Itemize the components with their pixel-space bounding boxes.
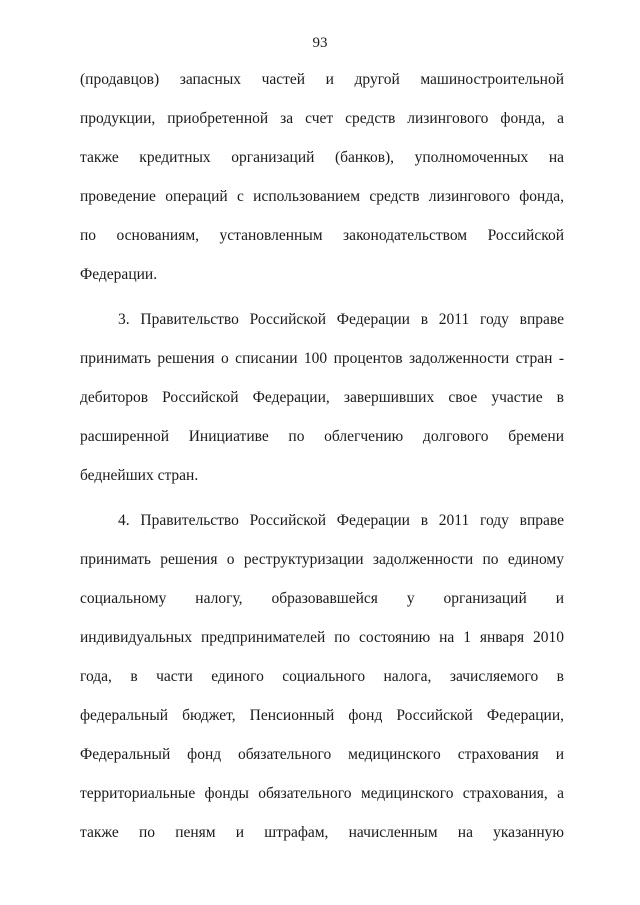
text-line: (продавцов) запасных частей и другой машиностроительной [80, 71, 564, 88]
text-line: принимать решения о реструктуризации задолженности по единому [80, 551, 564, 568]
text-line: Федерации. [80, 266, 158, 283]
text-line: по основаниям, установленным законодательством Российской [80, 227, 564, 244]
document-body [80, 60, 564, 852]
text-line: года, в части единого социального налога, зачисляемого в [80, 668, 564, 685]
text-line: 3. Правительство Российской Федерации в 2011 году вправе [118, 311, 564, 328]
text-line: территориальные фонды обязательного медицинского страхования, а [80, 785, 564, 802]
text-line: продукции, приобретенной за счет средств лизингового фонда, а [80, 110, 564, 127]
text-line: принимать решения о списании 100 процентов задолженности стран - [80, 350, 564, 367]
paragraph-item-4 [80, 501, 564, 852]
text-line: 4. Правительство Российской Федерации в 2011 году вправе [118, 512, 564, 529]
text-line: проведение операций с использованием средств лизингового фонда, [80, 188, 564, 205]
text-line: беднейших стран. [80, 467, 199, 484]
paragraph-continuation [80, 60, 564, 294]
text-line: расширенной Инициативе по облегчению долгового бремени [80, 428, 564, 445]
page-number: 93 [312, 35, 328, 51]
text-line: Федеральный фонд обязательного медицинского страхования и [80, 746, 564, 763]
paragraph-item-3 [80, 300, 564, 495]
text-line: федеральный бюджет, Пенсионный фонд Российской Федерации, [80, 707, 564, 724]
text-line: также по пеням и штрафам, начисленным на указанную [80, 824, 564, 841]
text-line: социальному налогу, образовавшейся у организаций и [80, 590, 564, 607]
text-line: индивидуальных предпринимателей по состоянию на 1 января 2010 [80, 629, 564, 646]
text-line: дебиторов Российской Федерации, завершивших свое участие в [80, 389, 564, 406]
text-line: также кредитных организаций (банков), уполномоченных на [80, 149, 564, 166]
